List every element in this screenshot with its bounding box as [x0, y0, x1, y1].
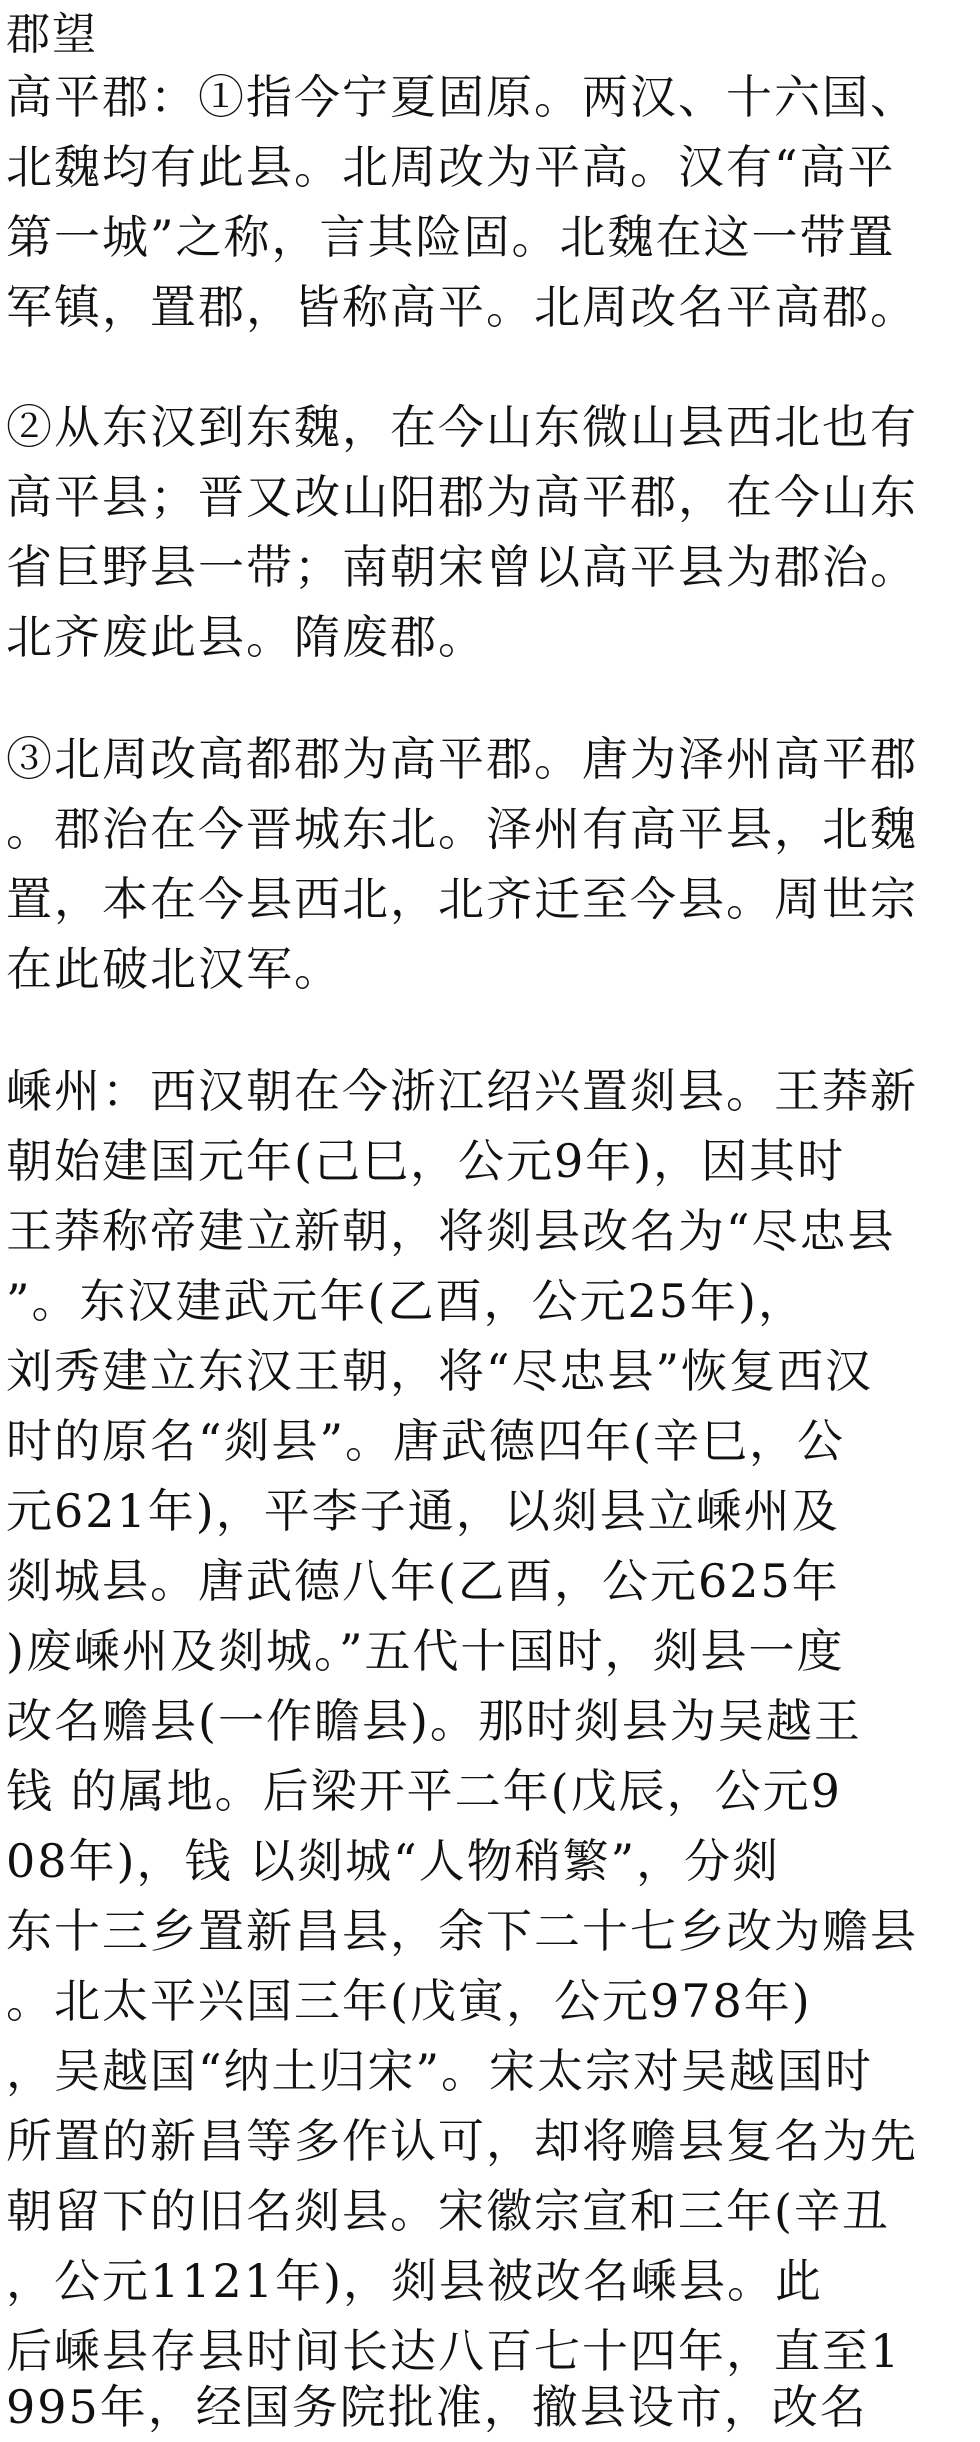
text-line: 时的原名“剡县”。唐武德四年(辛巳，公	[6, 1414, 845, 1468]
text-line: 东十三乡置新昌县，余下二十七乡改为赡县	[6, 1904, 918, 1958]
text-line: 军镇，置郡，皆称高平。北周改名平高郡。	[6, 280, 918, 334]
text-line: 刘秀建立东汉王朝，将“尽忠县”恢复西汉	[6, 1344, 874, 1398]
text-line: 剡城县。唐武德八年(乙酉，公元625年	[6, 1554, 840, 1608]
text-line: ②从东汉到东魏，在今山东微山县西北也有	[6, 400, 918, 454]
text-line: 嵊州：西汉朝在今浙江绍兴置剡县。王莽新	[6, 1064, 918, 1118]
text-line: ，公元1121年)，剡县被改名嵊县。此	[6, 2254, 824, 2308]
text-line: 北齐废此县。隋废郡。	[6, 610, 486, 664]
text-line: 王莽称帝建立新朝，将剡县改名为“尽忠县	[6, 1204, 896, 1258]
text-line: )废嵊州及剡城。”五代十国时，剡县一度	[6, 1624, 845, 1678]
text-line: 995年，经国务院批准，撤县设市，改名	[6, 2380, 868, 2434]
heading-junwang: 郡望	[6, 9, 98, 60]
text-line: ”。东汉建武元年(乙酉，公元25年)，	[6, 1274, 806, 1328]
text-line: 高平郡：①指今宁夏固原。两汉、十六国、	[6, 70, 918, 124]
text-line: 元621年)，平李子通，以剡县立嵊州及	[6, 1484, 840, 1538]
text-line: 后嵊县存县时间长达八百七十四年，直至1	[6, 2324, 902, 2378]
text-line: 朝始建国元年(己巳，公元9年)，因其时	[6, 1134, 846, 1188]
text-line: 省巨野县一带；南朝宋曾以高平县为郡治。	[6, 540, 918, 594]
text-line: 第一城”之称，言其险固。北魏在这一带置	[6, 210, 896, 264]
text-line: 高平县；晋又改山阳郡为高平郡，在今山东	[6, 470, 918, 524]
text-line: 所置的新昌等多作认可，却将赡县复名为先	[6, 2114, 918, 2168]
text-line: 08年)，钱 以剡城“人物稍繁”，分剡	[6, 1834, 781, 1888]
text-line: ，吴越国“纳土归宋”。宋太宗对吴越国时	[6, 2044, 874, 2098]
text-line: 置，本在今县西北，北齐迁至今县。周世宗	[6, 872, 918, 926]
text-line: 在此破北汉军。	[6, 942, 342, 996]
text-line: 。北太平兴国三年(戊寅，公元978年)	[6, 1974, 812, 2028]
text-line: 钱 的属地。后梁开平二年(戊辰，公元9	[6, 1764, 842, 1818]
text-line: 北魏均有此县。北周改为平高。汉有“高平	[6, 140, 896, 194]
text-line: 。郡治在今晋城东北。泽州有高平县，北魏	[6, 802, 918, 856]
text-line: 改名赡县(一作瞻县)。那时剡县为吴越王	[6, 1694, 862, 1748]
text-line: ③北周改高都郡为高平郡。唐为泽州高平郡	[6, 732, 918, 786]
text-line: 朝留下的旧名剡县。宋徽宗宣和三年(辛丑	[6, 2184, 890, 2238]
